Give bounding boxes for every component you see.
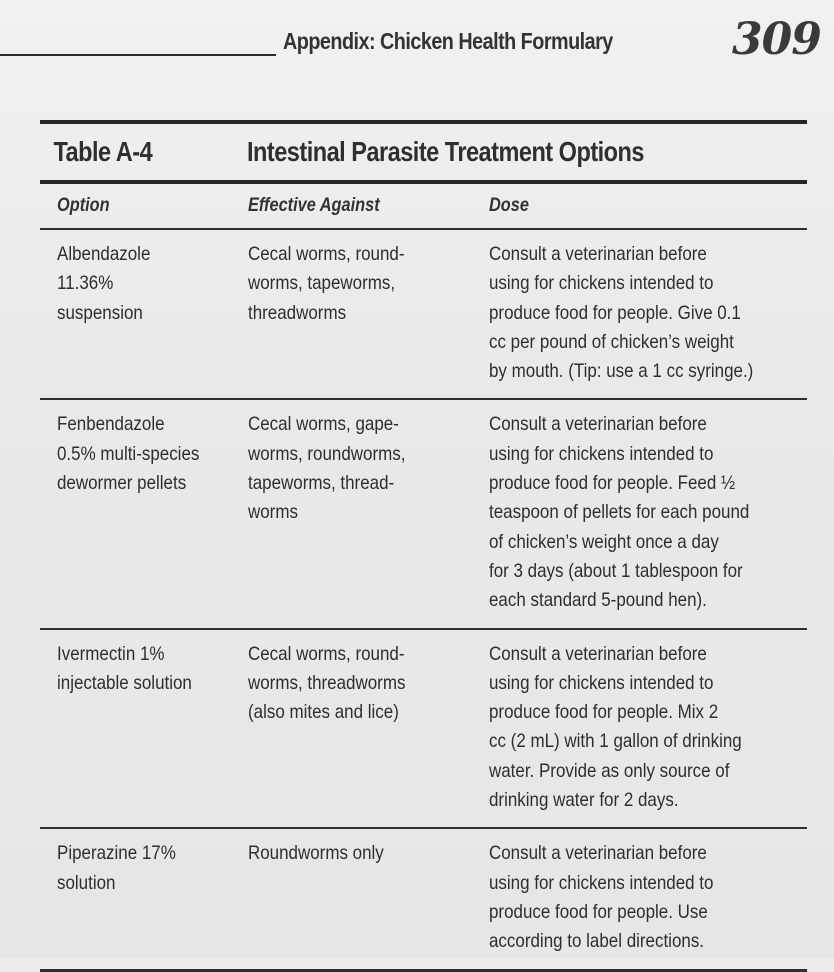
table-row xyxy=(40,630,807,828)
dose-text: Consult a veterinarian before using for chickens intended to produce food for people. Give 0.1 cc per pound of chicken’s weight by mouth. (Tip: use a 1 cc syringe.) xyxy=(489,243,754,383)
dose-text: Consult a veterinarian before using for chickens intended to produce food for people. Feed ½ teaspoon of pellets for each pound of chicken’s weight once a day for 3 days (about 1 tablespoon for each standard 5-pound hen). xyxy=(489,413,750,612)
dose-cell xyxy=(489,839,807,956)
option-cell xyxy=(40,240,248,386)
effective-against-text: Cecal worms, round- worms, tapeworms, threadworms xyxy=(248,243,405,324)
table-label: Table A-4 xyxy=(53,136,153,167)
option-cell xyxy=(40,640,248,816)
option-cell xyxy=(40,839,248,956)
column-header-effective-against-text: Effective Against xyxy=(248,195,380,216)
effective-against-cell xyxy=(248,839,489,956)
effective-against-cell xyxy=(248,240,489,386)
table-header-row xyxy=(40,184,807,228)
effective-against-cell xyxy=(248,640,489,816)
dose-cell xyxy=(489,240,807,386)
effective-against-text: Cecal worms, round- worms, threadworms (also mites and lice) xyxy=(248,642,406,724)
option-cell xyxy=(40,410,248,615)
table-row xyxy=(40,230,807,398)
effective-against-text: Roundworms only xyxy=(248,842,384,865)
column-header-dose xyxy=(489,195,807,217)
dose-text: Consult a veterinarian before using for chickens intended to produce food for people. Use according to label directions. xyxy=(489,842,714,953)
column-header-effective-against xyxy=(248,195,489,217)
option-text: Ivermectin 1% injectable solution xyxy=(57,642,192,694)
parasite-treatment-table xyxy=(40,120,807,972)
page-number: 309 xyxy=(732,14,821,65)
table-row xyxy=(40,400,807,627)
option-text: Albendazole 11.36% suspension xyxy=(57,243,151,324)
running-head-title: Appendix: Chicken Health Formulary xyxy=(283,28,613,54)
option-text: Fenbendazole 0.5% multi-species dewormer pellets xyxy=(57,413,200,495)
dose-text: Consult a veterinarian before using for chickens intended to produce food for people. Mix 2 cc (2 mL) with 1 gallon of drinking water. Provide as only source of drinking water for 2 days. xyxy=(489,642,742,812)
column-header-dose-text: Dose xyxy=(489,195,529,216)
column-header-option-text: Option xyxy=(57,195,110,216)
dose-cell xyxy=(489,640,807,816)
running-head-rule xyxy=(0,54,276,56)
table-bottom-rule xyxy=(40,969,807,972)
table-title-row xyxy=(40,124,807,180)
effective-against-cell xyxy=(248,410,489,615)
option-text: Piperazine 17% solution xyxy=(57,842,176,894)
dose-cell xyxy=(489,410,807,615)
column-header-option xyxy=(40,195,248,217)
effective-against-text: Cecal worms, gape- worms, roundworms, tapeworms, thread- worms xyxy=(248,413,406,524)
table-title: Intestinal Parasite Treatment Options xyxy=(247,136,644,167)
table-row xyxy=(40,829,807,968)
